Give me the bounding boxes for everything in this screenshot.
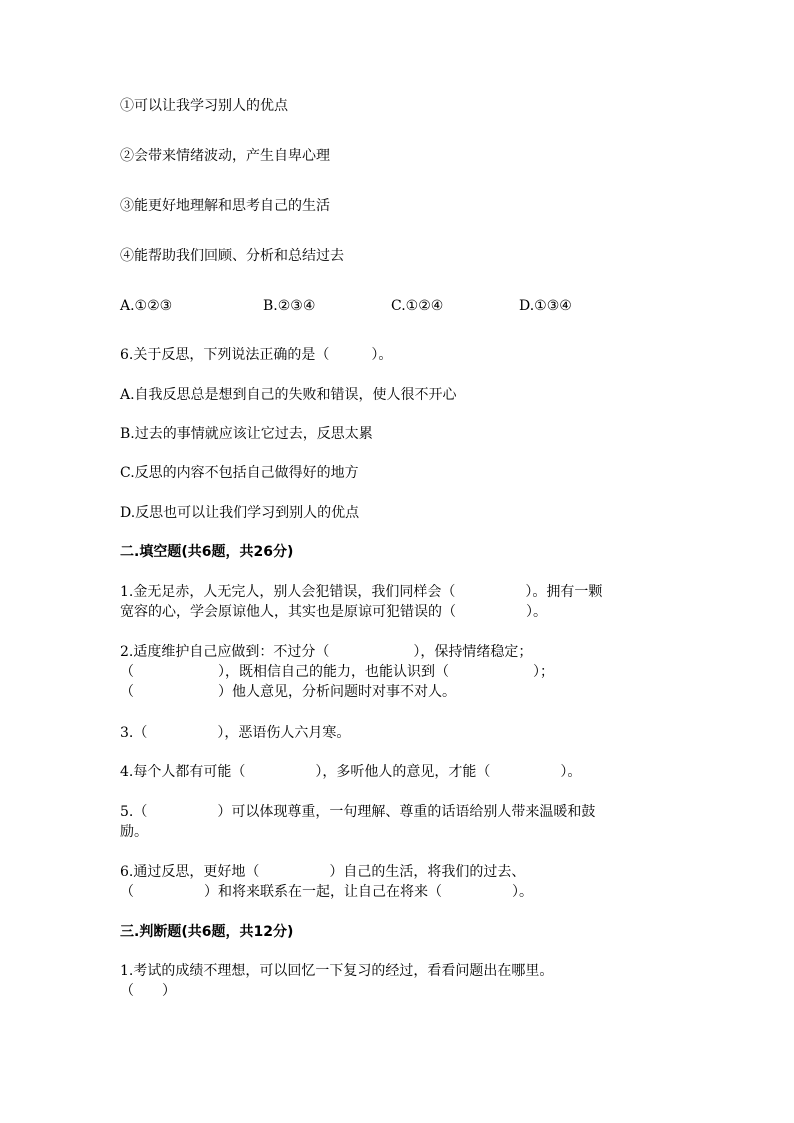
fill-q1-line1: 1.金无足赤，人无完人，别人会犯错误，我们同样会（ ）。拥有一颗 [120,584,603,600]
judge-q1-line2: （ ） [120,983,176,999]
q5-option-d: D.①③④ [519,298,572,314]
section2-heading: 二.填空题(共6题，共26分) [120,544,294,560]
fill-q6-line2: （ ）和将来联系在一起，让自己在将来（ ）。 [120,884,533,900]
fill-q6-line1: 6.通过反思，更好地（ ）自己的生活，将我们的过去、 [120,864,526,880]
q6-option-c: C.反思的内容不包括自己做得好的地方 [120,465,359,481]
section3-heading: 三.判断题(共6题，共12分) [120,924,294,940]
fill-q2-line3: （ ）他人意见，分析问题时对事不对人。 [120,684,456,700]
q5-options [120,296,620,316]
fill-q2-line2: （ ），既相信自己的能力，也能认识到（ ）； [120,664,554,680]
fill-q1-line2: 宽容的心，学会原谅他人，其实也是原谅可犯错误的（ ）。 [120,604,547,620]
q5-option-c: C.①②④ [391,298,444,314]
q5-option-a: A.①②③ [120,298,173,314]
q6-option-a: A.自我反思总是想到自己的失败和错误，使人很不开心 [120,387,457,403]
statement-4: ④能帮助我们回顾、分析和总结过去 [120,248,344,264]
statement-2: ②会带来情绪波动，产生自卑心理 [120,148,330,164]
q6-option-b: B.过去的事情就应该让它过去，反思太累 [120,426,373,442]
judge-q1-line1: 1.考试的成绩不理想，可以回忆一下复习的经过，看看问题出在哪里。 [120,963,554,979]
q6-stem: 6.关于反思，下列说法正确的是（ ）。 [120,347,393,363]
fill-q5-line1: 5.（ ）可以体现尊重，一句理解、尊重的话语给别人带来温暖和鼓 [120,804,596,820]
q5-option-b: B.②③④ [263,298,316,314]
fill-q4: 4.每个人都有可能（ ），多听他人的意见，才能（ ）。 [120,764,582,780]
statement-3: ③能更好地理解和思考自己的生活 [120,198,330,214]
fill-q5-line2: 励。 [120,824,148,840]
statement-1: ①可以让我学习别人的优点 [120,98,288,114]
q6-option-d: D.反思也可以让我们学习到别人的优点 [120,505,360,521]
fill-q2-line1: 2.适度维护自己应做到：不过分（ ），保持情绪稳定； [120,644,533,660]
fill-q3: 3.（ ），恶语伤人六月寒。 [120,725,351,741]
